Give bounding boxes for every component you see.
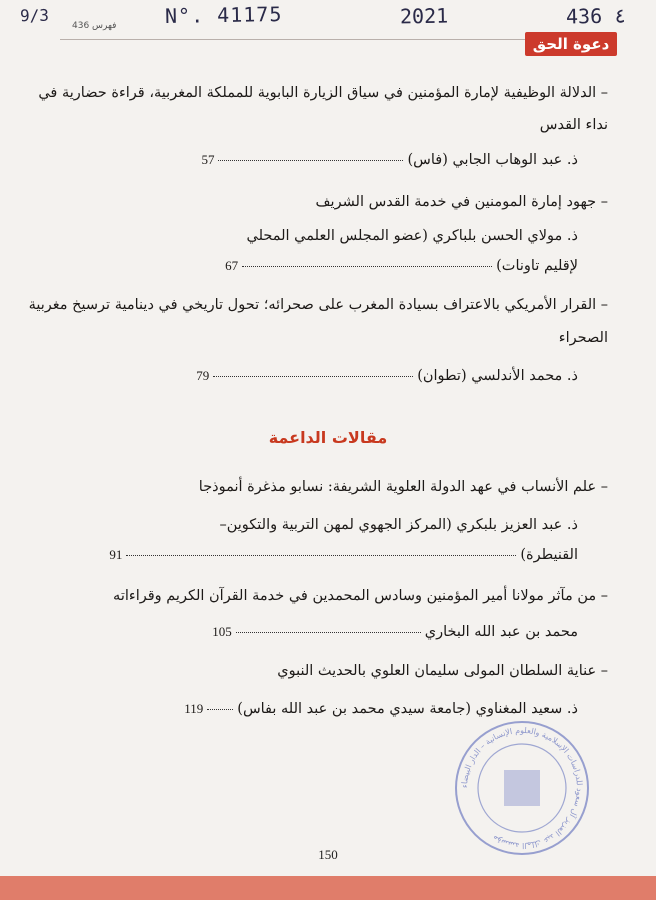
entry-5-author bbox=[212, 622, 578, 642]
entry-4-author bbox=[109, 545, 578, 565]
header-divider bbox=[60, 39, 525, 40]
entry-3-title-line-1: – القرار الأمريكي بالاعتراف بسيادة المغرب على صحرائه؛ تحول تاريخي في دينامية ترسيخ مغربية bbox=[28, 297, 608, 313]
section-title: مقالات الداعمة bbox=[268, 428, 388, 447]
brand-logo: دعوة الحق bbox=[525, 32, 617, 56]
entry-1-title-line-2: نداء القدس bbox=[539, 117, 608, 133]
stamp-emblem bbox=[504, 770, 540, 806]
entry-4-page: 91 bbox=[109, 547, 123, 562]
entry-4-author-line-1: ذ. عبد العزيز بلبكري (المركز الجهوي لمهن التربية والتكوين– bbox=[219, 517, 578, 533]
entry-3-title-line-2: الصحراء bbox=[558, 330, 608, 346]
entry-6-author bbox=[184, 699, 578, 719]
entry-2-title-line-1: – جهود إمارة المومنين في خدمة القدس الشريف bbox=[315, 194, 608, 210]
entry-1-page: 57 bbox=[201, 152, 215, 167]
entry-3-author bbox=[196, 366, 578, 386]
footer-band bbox=[0, 876, 656, 900]
dot-leader bbox=[126, 554, 516, 556]
entry-5-title-line-1: – من مآثر مولانا أمير المؤمنين وسادس المحمدين في خدمة القرآن الكريم وقراءاته bbox=[113, 588, 608, 604]
entry-2-author-line-1: ذ. مولاي الحسن بلباكري (عضو المجلس العلمي المحلي bbox=[246, 228, 578, 244]
entry-5-author-name: محمد بن عبد الله البخاري bbox=[424, 624, 578, 640]
entry-3-page: 79 bbox=[196, 368, 210, 383]
entry-5-page: 105 bbox=[212, 624, 232, 639]
dot-leader bbox=[242, 265, 492, 267]
index-label: فهرس 436 bbox=[72, 21, 117, 31]
dot-leader bbox=[207, 708, 233, 710]
entry-6-page: 119 bbox=[184, 701, 204, 716]
entry-6-title-line-1: – عناية السلطان المولى سليمان العلوي بالحديث النبوي bbox=[277, 663, 608, 679]
entry-1-author bbox=[201, 150, 578, 170]
entry-1-title-line-1: – الدلالة الوظيفية لإمارة المؤمنين في سياق الزيارة البابوية للمملكة المغربية، قراءة حضارية في bbox=[38, 85, 608, 101]
entry-2-author-line-2: لإقليم تاونات) bbox=[496, 258, 578, 274]
dot-leader bbox=[236, 631, 421, 633]
entry-2-page: 67 bbox=[225, 258, 239, 273]
entry-3-author-name: ذ. محمد الأندلسي (تطوان) bbox=[417, 368, 578, 384]
handwritten-year: 2021 bbox=[399, 3, 449, 29]
library-stamp bbox=[452, 718, 592, 858]
entry-4-title-line-1: – علم الأنساب في عهد الدولة العلوية الشريفة: نسابو مذغرة أنموذجا bbox=[198, 479, 608, 495]
dot-leader bbox=[218, 159, 403, 161]
handwritten-reference: N°. 41175 bbox=[164, 1, 283, 29]
entry-6-author-name: ذ. سعيد المغناوي (جامعة سيدي محمد بن عبد الله بفاس) bbox=[237, 701, 578, 717]
handwritten-code: 436 ٤ bbox=[565, 3, 627, 29]
stamp-text: مؤسسة الملك عبد العزيز آل سعود للدراسات الإسلامية والعلوم الإنسانية – الدار البيضاء bbox=[459, 725, 585, 851]
entry-1-author-name: ذ. عبد الوهاب الجابي (فاس) bbox=[407, 152, 578, 168]
entry-4-author-line-2: القنيطرة) bbox=[520, 547, 578, 563]
entry-2-author bbox=[225, 256, 578, 276]
handwritten-fraction: 9/3 bbox=[19, 5, 50, 26]
dot-leader bbox=[213, 375, 413, 377]
page-number: 150 bbox=[318, 847, 338, 862]
